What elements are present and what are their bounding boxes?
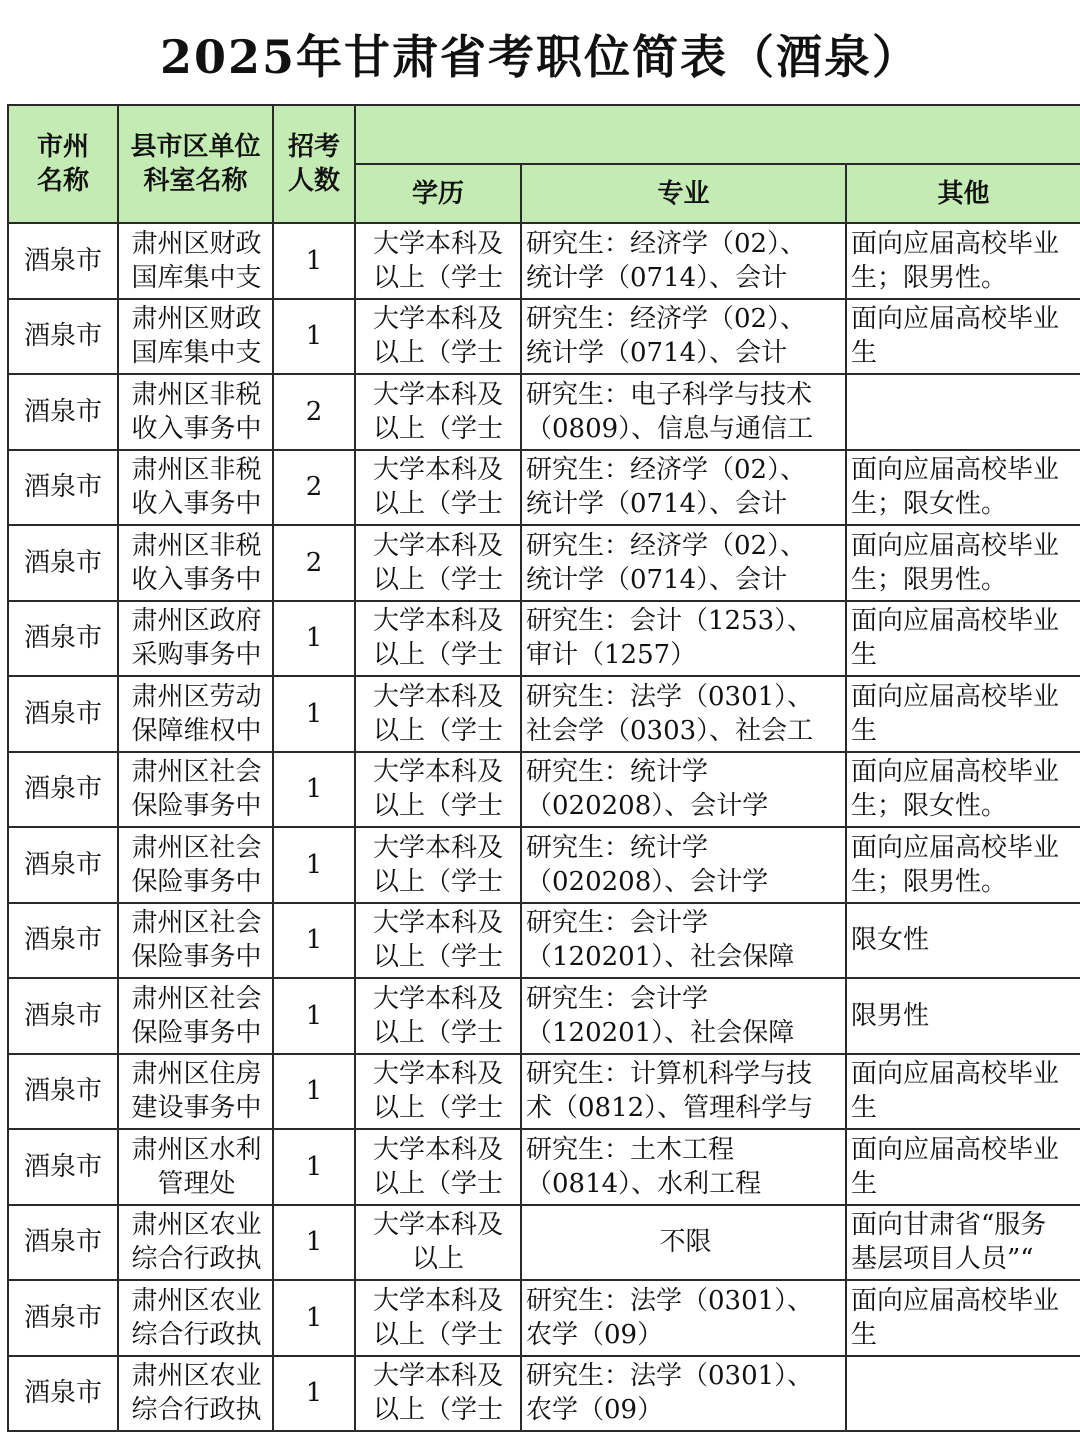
- cell-line: 以上（学士: [372, 262, 503, 293]
- education-cell: [355, 601, 521, 677]
- other-cell: [846, 450, 1080, 526]
- header-major: 专业: [521, 164, 846, 223]
- city-cell: 酒泉市: [8, 1356, 118, 1432]
- cell-line: 大学本科及: [372, 832, 503, 863]
- other-cell: [846, 1356, 1080, 1432]
- table-row: [8, 1054, 1080, 1130]
- city-cell: 酒泉市: [8, 450, 118, 526]
- cell-line: 审计（1257）: [526, 640, 697, 671]
- cell-line: 以上（学士: [372, 791, 503, 822]
- city-cell: 酒泉市: [8, 676, 118, 752]
- cell-line: 以上（学士: [372, 564, 503, 595]
- cell-line: （120201）、社会保障: [526, 1017, 795, 1048]
- header-edu: 学历: [355, 164, 521, 223]
- table-row: [8, 978, 1080, 1054]
- cell-line: 社会学（0303）、社会工: [526, 715, 814, 746]
- cell-line: 农学（09）: [526, 1395, 664, 1426]
- cell-line: 研究生：经济学（02）、: [526, 228, 807, 259]
- major-cell: [521, 223, 846, 299]
- positions-table: [7, 104, 1080, 1432]
- cell-line: 面向应届高校毕业: [851, 606, 1060, 637]
- cell-line: 保险事务中: [131, 866, 262, 897]
- table-body: [8, 223, 1080, 1431]
- education-cell: [355, 676, 521, 752]
- cell-line: 生；限女性。: [851, 791, 1008, 822]
- cell-line: 以上（学士: [372, 338, 503, 369]
- cell-line: 研究生：电子科学与技术: [526, 379, 813, 410]
- cell-line: 面向应届高校毕业: [851, 832, 1060, 863]
- cell-line: 肃州区劳动: [131, 681, 262, 712]
- cell-line: 统计学（0714）、会计: [526, 489, 788, 520]
- cell-line: 大学本科及: [372, 1134, 503, 1165]
- cell-line: 肃州区非税: [131, 379, 262, 410]
- count-cell: 1: [273, 827, 355, 903]
- header-unit: 县市区单位 科室名称: [118, 105, 273, 223]
- unit-cell: [118, 601, 273, 677]
- cell-line: 肃州区政府: [131, 606, 262, 637]
- table-row: [8, 525, 1080, 601]
- header-city: 市州 名称: [8, 105, 118, 223]
- unit-cell: [118, 374, 273, 450]
- cell-line: 生；限男性。: [851, 262, 1008, 293]
- cell-line: 大学本科及: [372, 228, 503, 259]
- cell-line: 肃州区社会: [131, 832, 262, 863]
- education-cell: [355, 1205, 521, 1281]
- cell-line: 肃州区社会: [131, 908, 262, 939]
- cell-line: 生；限男性。: [851, 564, 1008, 595]
- education-cell: [355, 223, 521, 299]
- education-cell: [355, 1129, 521, 1205]
- unit-cell: [118, 978, 273, 1054]
- cell-line: 大学本科及: [372, 530, 503, 561]
- other-cell: [846, 223, 1080, 299]
- city-cell: 酒泉市: [8, 1129, 118, 1205]
- cell-line: 大学本科及: [372, 304, 503, 335]
- cell-line: 面向应届高校毕业: [851, 455, 1060, 486]
- other-cell: [846, 1280, 1080, 1356]
- other-cell: [846, 978, 1080, 1054]
- cell-line: 保险事务中: [131, 942, 262, 973]
- city-cell: 酒泉市: [8, 1205, 118, 1281]
- cell-line: 基层项目人员”“: [851, 1244, 1034, 1275]
- count-cell: 1: [273, 223, 355, 299]
- cell-line: 研究生：经济学（02）、: [526, 304, 807, 335]
- unit-cell: [118, 299, 273, 375]
- major-cell: [521, 827, 846, 903]
- unit-cell: [118, 450, 273, 526]
- cell-line: 统计学（0714）、会计: [526, 564, 788, 595]
- cell-line: 大学本科及: [372, 1059, 503, 1090]
- unit-cell: [118, 827, 273, 903]
- header-blank: [355, 105, 1080, 164]
- cell-line: （0814）、水利工程: [526, 1168, 762, 1199]
- count-cell: 2: [273, 450, 355, 526]
- header-count: 招考 人数: [273, 105, 355, 223]
- cell-line: 研究生：法学（0301）、: [526, 681, 814, 712]
- cell-line: 以上（学士: [372, 1017, 503, 1048]
- count-cell: 1: [273, 1054, 355, 1130]
- cell-line: 研究生：会计（1253）、: [526, 606, 814, 637]
- other-cell: [846, 676, 1080, 752]
- cell-line: 生: [851, 1319, 878, 1350]
- cell-line: 国库集中支: [131, 338, 262, 369]
- cell-line: （020208）、会计学: [526, 866, 769, 897]
- cell-line: 生: [851, 338, 878, 369]
- count-cell: 1: [273, 1129, 355, 1205]
- cell-line: 以上（学士: [372, 866, 503, 897]
- city-cell: 酒泉市: [8, 827, 118, 903]
- cell-line: 大学本科及: [372, 1361, 503, 1392]
- count-cell: 1: [273, 1280, 355, 1356]
- cell-line: 统计学（0714）、会计: [526, 338, 788, 369]
- cell-line: 肃州区财政: [131, 304, 262, 335]
- cell-line: 研究生：经济学（02）、: [526, 530, 807, 561]
- city-cell: 酒泉市: [8, 299, 118, 375]
- cell-line: 大学本科及: [372, 983, 503, 1014]
- cell-line: 综合行政执: [131, 1395, 262, 1426]
- city-cell: 酒泉市: [8, 1280, 118, 1356]
- cell-line: 研究生：会计学: [526, 908, 709, 939]
- major-cell: [521, 374, 846, 450]
- cell-line: 研究生：土木工程: [526, 1134, 735, 1165]
- major-cell: [521, 1205, 846, 1281]
- count-cell: 1: [273, 1356, 355, 1432]
- cell-line: （120201）、社会保障: [526, 942, 795, 973]
- cell-line: 以上: [411, 1244, 464, 1275]
- cell-line: 大学本科及: [372, 455, 503, 486]
- major-cell: [521, 1054, 846, 1130]
- cell-line: 肃州区农业: [131, 1361, 262, 1392]
- cell-line: 以上（学士: [372, 640, 503, 671]
- cell-line: 以上（学士: [372, 942, 503, 973]
- cell-line: 大学本科及: [372, 757, 503, 788]
- major-cell: [521, 450, 846, 526]
- cell-line: 农学（09）: [526, 1319, 664, 1350]
- other-cell: [846, 827, 1080, 903]
- cell-line: 以上（学士: [372, 1093, 503, 1124]
- cell-line: 面向应届高校毕业: [851, 228, 1060, 259]
- cell-line: （0809）、信息与通信工: [526, 413, 814, 444]
- city-cell: 酒泉市: [8, 978, 118, 1054]
- other-cell: [846, 752, 1080, 828]
- cell-line: 综合行政执: [131, 1244, 262, 1275]
- cell-line: 以上（学士: [372, 1168, 503, 1199]
- cell-line: 肃州区农业: [131, 1210, 262, 1241]
- city-cell: 酒泉市: [8, 374, 118, 450]
- city-cell: 酒泉市: [8, 525, 118, 601]
- cell-line: 面向应届高校毕业: [851, 530, 1060, 561]
- unit-cell: [118, 1356, 273, 1432]
- education-cell: [355, 827, 521, 903]
- cell-line: 国库集中支: [131, 262, 262, 293]
- cell-line: 面向应届高校毕业: [851, 1285, 1060, 1316]
- cell-line: 肃州区水利: [131, 1134, 262, 1165]
- cell-line: 收入事务中: [131, 489, 262, 520]
- cell-line: 限男性: [851, 1000, 930, 1031]
- other-cell: [846, 374, 1080, 450]
- unit-cell: [118, 1054, 273, 1130]
- city-cell: 酒泉市: [8, 752, 118, 828]
- other-cell: [846, 1129, 1080, 1205]
- other-cell: [846, 1205, 1080, 1281]
- unit-cell: [118, 1205, 273, 1281]
- education-cell: [355, 1054, 521, 1130]
- cell-line: 大学本科及: [372, 681, 503, 712]
- cell-line: 管理处: [157, 1168, 236, 1199]
- count-cell: 1: [273, 978, 355, 1054]
- cell-line: 生: [851, 715, 878, 746]
- cell-line: 研究生：会计学: [526, 983, 709, 1014]
- cell-line: 建设事务中: [131, 1093, 262, 1124]
- cell-line: 收入事务中: [131, 413, 262, 444]
- cell-line: 研究生：法学（0301）、: [526, 1285, 814, 1316]
- cell-line: （020208）、会计学: [526, 791, 769, 822]
- major-cell: [521, 903, 846, 979]
- count-cell: 1: [273, 1205, 355, 1281]
- city-cell: 酒泉市: [8, 223, 118, 299]
- unit-cell: [118, 752, 273, 828]
- education-cell: [355, 450, 521, 526]
- count-cell: 1: [273, 299, 355, 375]
- major-cell: [521, 1280, 846, 1356]
- education-cell: [355, 374, 521, 450]
- education-cell: [355, 299, 521, 375]
- cell-line: 以上（学士: [372, 1319, 503, 1350]
- cell-line: 大学本科及: [372, 1210, 503, 1241]
- cell-line: 生: [851, 1168, 878, 1199]
- cell-line: 大学本科及: [372, 379, 503, 410]
- other-cell: [846, 525, 1080, 601]
- other-cell: [846, 601, 1080, 677]
- cell-line: 大学本科及: [372, 1285, 503, 1316]
- table-row: [8, 1129, 1080, 1205]
- cell-line: 研究生：计算机科学与技: [526, 1059, 813, 1090]
- unit-cell: [118, 223, 273, 299]
- count-cell: 2: [273, 374, 355, 450]
- major-cell: [521, 676, 846, 752]
- education-cell: [355, 978, 521, 1054]
- cell-line: 收入事务中: [131, 564, 262, 595]
- education-cell: [355, 1356, 521, 1432]
- count-cell: 1: [273, 601, 355, 677]
- table-row: [8, 1205, 1080, 1281]
- major-cell: [521, 601, 846, 677]
- cell-line: 面向应届高校毕业: [851, 681, 1060, 712]
- unit-cell: [118, 676, 273, 752]
- header-other: 其他: [846, 164, 1080, 223]
- table-row: [8, 1280, 1080, 1356]
- cell-line: 面向甘肃省“服务: [851, 1210, 1047, 1241]
- table-row: [8, 752, 1080, 828]
- table-row: [8, 676, 1080, 752]
- cell-line: 大学本科及: [372, 908, 503, 939]
- cell-line: 保险事务中: [131, 1017, 262, 1048]
- cell-line: 生: [851, 1093, 878, 1124]
- table-row: [8, 1356, 1080, 1432]
- education-cell: [355, 903, 521, 979]
- table-row: [8, 374, 1080, 450]
- count-cell: 1: [273, 676, 355, 752]
- unit-cell: [118, 525, 273, 601]
- city-cell: 酒泉市: [8, 903, 118, 979]
- unit-cell: [118, 1129, 273, 1205]
- cell-line: 保障维权中: [131, 715, 262, 746]
- cell-line: 肃州区财政: [131, 228, 262, 259]
- cell-line: 采购事务中: [131, 640, 262, 671]
- count-cell: 1: [273, 752, 355, 828]
- cell-line: 以上（学士: [372, 413, 503, 444]
- education-cell: [355, 752, 521, 828]
- cell-line: 面向应届高校毕业: [851, 757, 1060, 788]
- cell-line: 研究生：经济学（02）、: [526, 455, 807, 486]
- cell-line: 以上（学士: [372, 1395, 503, 1426]
- table-row: [8, 903, 1080, 979]
- page-title: 2025年甘肃省考职位简表（酒泉）: [159, 30, 921, 84]
- cell-line: 生: [851, 640, 878, 671]
- education-cell: [355, 1280, 521, 1356]
- cell-line: 面向应届高校毕业: [851, 1059, 1060, 1090]
- cell-line: 肃州区非税: [131, 455, 262, 486]
- city-cell: 酒泉市: [8, 1054, 118, 1130]
- other-cell: [846, 299, 1080, 375]
- table-row: [8, 601, 1080, 677]
- cell-line: 以上（学士: [372, 715, 503, 746]
- cell-line: 限女性: [851, 925, 930, 956]
- cell-line: 面向应届高校毕业: [851, 1134, 1060, 1165]
- unit-cell: [118, 903, 273, 979]
- major-cell: [521, 752, 846, 828]
- cell-line: 肃州区社会: [131, 983, 262, 1014]
- cell-line: 肃州区非税: [131, 530, 262, 561]
- cell-line: 肃州区农业: [131, 1285, 262, 1316]
- cell-line: 生；限女性。: [851, 489, 1008, 520]
- count-cell: 2: [273, 525, 355, 601]
- other-cell: [846, 903, 1080, 979]
- unit-cell: [118, 1280, 273, 1356]
- major-cell: [521, 978, 846, 1054]
- cell-line: 不限: [659, 1227, 712, 1258]
- cell-line: 统计学（0714）、会计: [526, 262, 788, 293]
- cell-line: 肃州区社会: [131, 757, 262, 788]
- cell-line: 面向应届高校毕业: [851, 304, 1060, 335]
- table-row: [8, 450, 1080, 526]
- cell-line: 大学本科及: [372, 606, 503, 637]
- major-cell: [521, 1356, 846, 1432]
- cell-line: 肃州区住房: [131, 1059, 262, 1090]
- table-row: [8, 299, 1080, 375]
- major-cell: [521, 299, 846, 375]
- table-row: [8, 223, 1080, 299]
- header-row: [8, 105, 1080, 164]
- cell-line: 综合行政执: [131, 1319, 262, 1350]
- major-cell: [521, 1129, 846, 1205]
- cell-line: 术（0812）、管理科学与: [526, 1093, 814, 1124]
- cell-line: 研究生：统计学: [526, 832, 709, 863]
- other-cell: [846, 1054, 1080, 1130]
- education-cell: [355, 525, 521, 601]
- major-cell: [521, 525, 846, 601]
- cell-line: 保险事务中: [131, 791, 262, 822]
- cell-line: 以上（学士: [372, 489, 503, 520]
- table-row: [8, 827, 1080, 903]
- count-cell: 1: [273, 903, 355, 979]
- city-cell: 酒泉市: [8, 601, 118, 677]
- cell-line: 生；限男性。: [851, 866, 1008, 897]
- cell-line: 研究生：法学（0301）、: [526, 1361, 814, 1392]
- cell-line: 研究生：统计学: [526, 757, 709, 788]
